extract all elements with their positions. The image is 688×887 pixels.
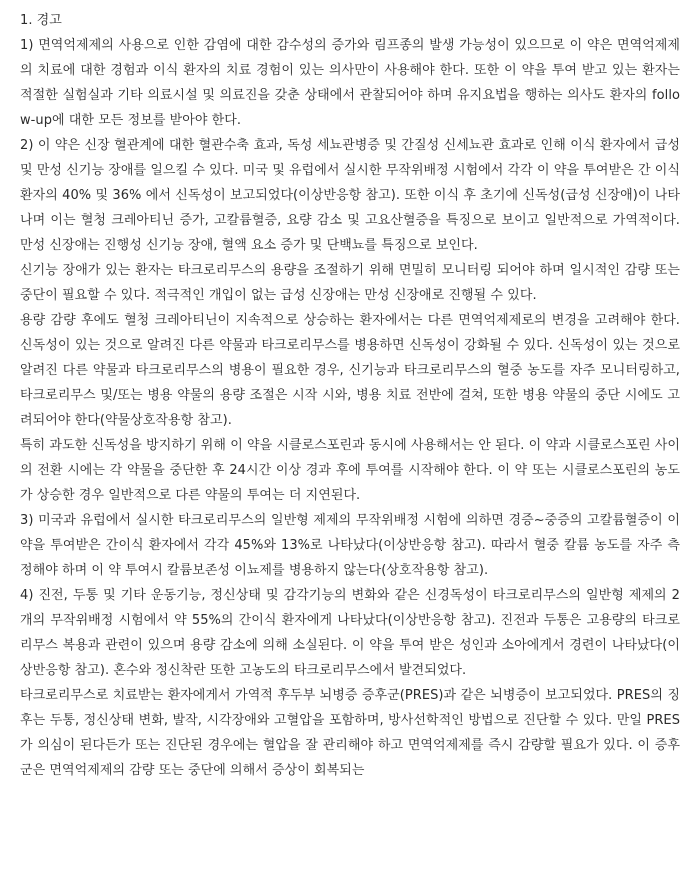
paragraph-cyclosporine: 특히 과도한 신독성을 방지하기 위해 이 약을 시클로스포린과 동시에 사용해서는 안 된다. 이 약과 시클로스포린 사이의 전환 시에는 각 약물을 중단한 후 24시간 이상 경과 후에 투여를 시작해야 한다. 이 약 또는 시클로스포린의 농도가 상승한 경우 일반적으로 다른 약물의 투여는 더 지연된다.	[20, 438, 680, 503]
paragraph-warning-2: 2) 이 약은 신장 혈관계에 대한 혈관수축 효과, 독성 세뇨관병증 및 간질성 신세뇨관 효과로 인해 이식 환자에서 급성 및 만성 신기능 장애를 일으킬 수 있다. 미국 및 유럽에서 실시한 무작위배정 시험에서 각각 이 약을 투여받은 간 이식 환자의 40% 및 36% 에서 신독성이 보고되었다(이상반응항 참고). 또한 이식 후 초기에 신독성(급성 신장애)이 나타나며 이는 혈청 크레아티닌 증가, 고칼륨혈증, 요량 감소 및 고요산혈증을 특징으로 보이고 일반적으로 가역적이다. 만성 신장애는 진행성 신기능 장애, 혈액 요소 증가 및 단백뇨를 특징으로 보인다.	[20, 138, 680, 253]
paragraph-warning-3: 3) 미국과 유럽에서 실시한 타크로리무스의 일반형 제제의 무작위배정 시험에 의하면 경증~중증의 고칼륨혈증이 이 약을 투여받은 간이식 환자에서 각각 45%와 13%로 나타났다(이상반응항 참고). 따라서 혈중 칼륨 농도를 자주 측정해야 하며 이 약 투여시 칼륨보존성 이뇨제를 병용하지 않는다(상호작용항 참고).	[20, 513, 680, 578]
paragraph-pres: 타크로리무스로 치료받는 환자에게서 가역적 후두부 뇌병증 증후군(PRES)과 같은 뇌병증이 보고되었다. PRES의 징후는 두통, 정신상태 변화, 발작, 시각장애와 고혈압을 포함하며, 방사선학적인 방법으로 진단할 수 있다. 만일 PRES가 의심이 된다든가 또는 진단된 경우에는 혈압을 잘 관리해야 하고 면역억제제를 즉시 감량할 필요가 있다. 이 증후군은 면역억제제의 감량 또는 중단에 의해서 증상이 회복되는	[20, 688, 680, 778]
paragraph-warning-1: 1) 면역억제제의 사용으로 인한 감염에 대한 감수성의 증가와 림프종의 발생 가능성이 있으므로 이 약은 면역억제제의 치료에 대한 경험과 이식 환자의 치료 경험이 있는 의사만이 사용해야 한다. 또한 이 약을 투여 받고 있는 환자는 적절한 실험실과 기타 의료시설 및 의료진을 갖춘 상태에서 관찰되어야 하며 유지요법을 행하는 의사도 환자의 follow-up에 대한 모든 정보를 받아야 한다.	[20, 38, 680, 128]
paragraph-dose-adjustment: 용량 감량 후에도 혈청 크레아티닌이 지속적으로 상승하는 환자에서는 다른 면역억제제로의 변경을 고려해야 한다. 신독성이 있는 것으로 알려진 다른 약물과 타크로리무스를 병용하면 신독성이 강화될 수 있다. 신독성이 있는 것으로 알려진 다른 약물과 타크로리무스의 병용이 필요한 경우, 신기능과 타크로리무스의 혈중 농도를 자주 모니터링하고, 타크로리무스 및/또는 병용 약물의 용량 조절은 시작 시와, 병용 치료 전반에 걸쳐, 또한 병용 약물의 중단 시에도 고려되어야 한다(약물상호작용항 참고).	[20, 313, 680, 428]
paragraph-renal-monitoring: 신기능 장애가 있는 환자는 타크로리무스의 용량을 조절하기 위해 면밀히 모니터링 되어야 하며 일시적인 감량 또는 중단이 필요할 수 있다. 적극적인 개입이 없는 급성 신장애는 만성 신장애로 진행될 수 있다.	[20, 263, 680, 303]
paragraph-warning-4: 4) 진전, 두통 및 기타 운동기능, 정신상태 및 감각기능의 변화와 같은 신경독성이 타크로리무스의 일반형 제제의 2 개의 무작위배정 시험에서 약 55%의 간이식 환자에게 나타났다(이상반응항 참고). 진전과 두통은 고용량의 타크로리무스 복용과 관련이 있으며 용량 감소에 의해 소실된다. 이 약을 투여 받은 성인과 소아에게서 경련이 나타났다(이상반응항 참고). 혼수와 정신착란 또한 고농도의 타크로리무스에서 발견되었다.	[20, 588, 680, 678]
document-page	[20, 8, 680, 887]
section-heading: 1. 경고	[20, 13, 62, 28]
